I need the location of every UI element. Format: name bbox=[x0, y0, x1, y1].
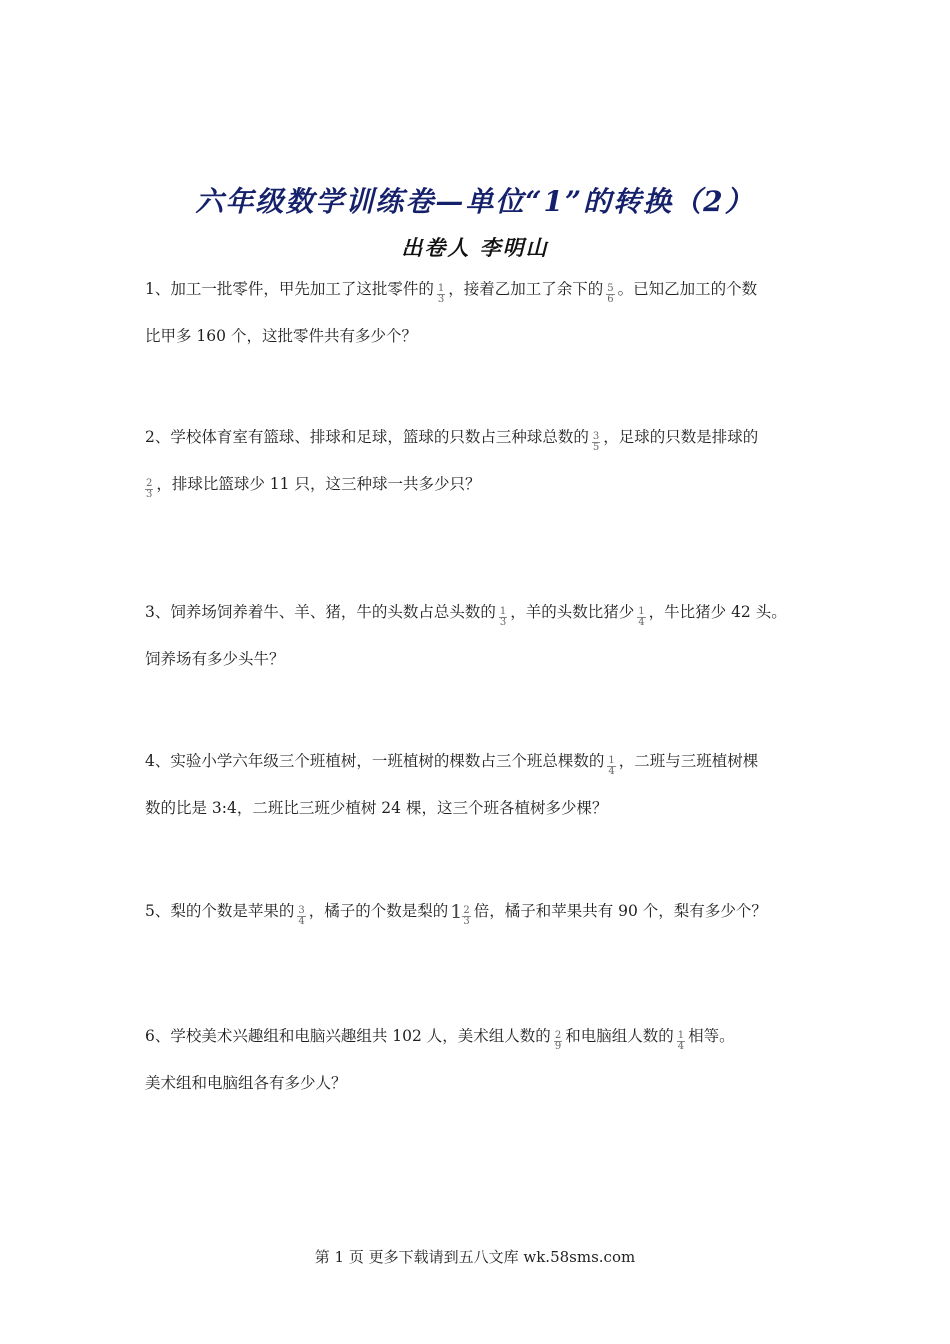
question-4-text-a: 4、实验小学六年级三个班植树，一班植树的棵数占三个班总棵数的 bbox=[145, 752, 605, 770]
question-4-text-b: ，二班与三班植树棵 bbox=[618, 752, 759, 770]
fraction: $\frac{1}{4}$ bbox=[677, 1029, 685, 1052]
mixed-number-whole: 1 bbox=[450, 900, 463, 923]
fraction: $\frac{3}{5}$ bbox=[592, 430, 600, 453]
question-5-text-c: 倍，橘子和苹果共有 90 个，梨有多少个？ bbox=[473, 902, 767, 920]
question-3 bbox=[145, 589, 825, 683]
question-1 bbox=[145, 266, 825, 360]
page-footer: 第 1 页 更多下载请到五八文库 wk.58sms.com bbox=[314, 1248, 636, 1266]
question-3-text-b: ，羊的头数比猪少 bbox=[510, 603, 635, 621]
question-5-text-a: 5、梨的个数是苹果的 bbox=[145, 902, 295, 920]
fraction: $\frac{5}{6}$ bbox=[607, 282, 614, 305]
question-6-text-a: 6、学校美术兴趣组和电脑兴趣组共 102 人，美术组人数的 bbox=[145, 1027, 551, 1045]
fraction: $\frac{1}{4}$ bbox=[608, 754, 615, 777]
question-6-text-b: 和电脑组人数的 bbox=[565, 1027, 674, 1045]
question-4-line-2: 数的比是 3:4，二班比三班少植树 24 棵，这三个班各植树多少棵？ bbox=[145, 799, 608, 817]
question-6-line-2: 美术组和电脑组各有多少人？ bbox=[145, 1074, 347, 1092]
question-1-text-c: 。已知乙加工的个数 bbox=[617, 280, 758, 298]
question-6-line-1 bbox=[145, 1013, 825, 1060]
question-3-text-c: ，牛比猪少 42 头。 bbox=[648, 603, 787, 621]
fraction: $\frac{1}{3}$ bbox=[499, 605, 507, 628]
question-1-line-2: 比甲多 160 个，这批零件共有多少个？ bbox=[145, 327, 417, 345]
fraction: $\frac{2}{3}$ bbox=[463, 904, 470, 927]
fraction: $\frac{3}{4}$ bbox=[298, 904, 305, 927]
question-5-text-b: ，橘子的个数是梨的 bbox=[308, 902, 449, 920]
fraction: $\frac{1}{3}$ bbox=[437, 282, 445, 305]
question-3-text-a: 3、饲养场饲养着牛、羊、猪，牛的头数占总头数的 bbox=[145, 603, 496, 621]
author-line: 出卷人 李明山 bbox=[401, 235, 549, 260]
question-3-line-1 bbox=[145, 589, 825, 636]
question-6 bbox=[145, 1013, 825, 1107]
question-1-line-1 bbox=[145, 266, 825, 313]
question-1-text-a: 1、加工一批零件，甲先加工了这批零件的 bbox=[145, 280, 434, 298]
question-2-line-1 bbox=[145, 414, 825, 461]
page-title: 六年级数学训练卷—单位“1”的转换（2） bbox=[195, 185, 755, 218]
fraction: $\frac{2}{3}$ bbox=[146, 477, 153, 500]
question-4 bbox=[145, 738, 825, 832]
question-2-text-c: ，排球比篮球少 11 只，这三种球一共多少只？ bbox=[156, 475, 481, 493]
question-5 bbox=[145, 888, 825, 936]
fraction: $\frac{1}{4}$ bbox=[638, 605, 645, 628]
question-4-line-1 bbox=[145, 738, 825, 785]
question-1-text-b: ，接着乙加工了余下的 bbox=[448, 280, 604, 298]
question-2-text-a: 2、学校体育室有篮球、排球和足球，篮球的只数占三种球总数的 bbox=[145, 428, 589, 446]
fraction: $\frac{2}{9}$ bbox=[554, 1029, 562, 1052]
question-3-line-2: 饲养场有多少头牛？ bbox=[145, 650, 285, 668]
question-6-text-c: 相等。 bbox=[688, 1027, 735, 1045]
question-5-line-1 bbox=[145, 888, 825, 936]
question-2-line-2 bbox=[145, 461, 825, 508]
question-2 bbox=[145, 414, 825, 508]
question-2-text-b: ，足球的只数是排球的 bbox=[603, 428, 759, 446]
